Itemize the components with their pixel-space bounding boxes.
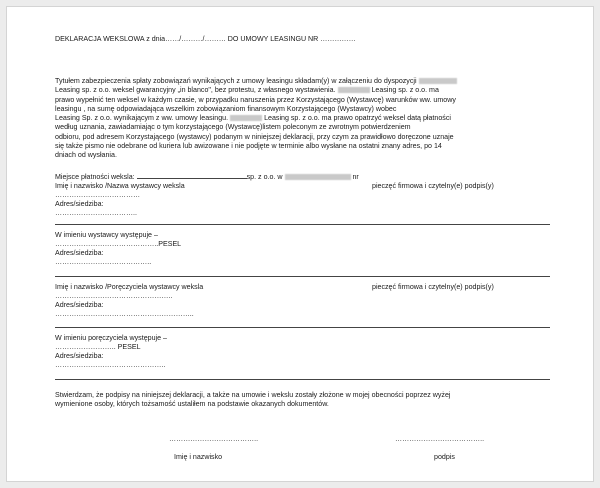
declaration-header: DEKLARACJA WEKSLOWA z dnia……/………/……… DO UMOWY LEASINGU NR …………… <box>55 35 356 43</box>
guarantor-rep-address-label: Adres/siedziba: <box>55 352 104 360</box>
witness-statement-line: wymienione osoby, których tożsamość ustaliłem na podstawie okazanych dokumentów. <box>55 400 329 408</box>
document-page <box>6 6 594 482</box>
paragraph-line: Leasing Sp. z o.o. wynikającym z ww. umowy leasingu. Leasing sp. z o.o. ma prawo opatrzyć weksel datą płatności <box>55 114 451 123</box>
guarantor-rep-address-dots: ……………………………………….. <box>55 361 166 369</box>
issuer-name-label: Imię i nazwisko /Nazwa wystawcy weksla <box>55 182 185 190</box>
redacted-text <box>419 78 457 84</box>
signature-dots: ……………………………….. <box>395 435 485 443</box>
issuer-rep-address-label: Adres/siedziba: <box>55 249 104 257</box>
issuer-address-dots: …………………………….. <box>55 209 137 217</box>
issuer-stamp-label: pieczęć firmowa i czytelny(e) podpis(y) <box>372 182 494 190</box>
signature-label: podpis <box>434 453 455 461</box>
guarantor-address-dots: ………………………………………………….. <box>55 310 194 318</box>
issuer-rep-address-dots: ………………………………….. <box>55 258 152 266</box>
redacted-text <box>338 87 370 93</box>
paragraph-line: według uznania, zawiadamiając o tym korzystającego (Wystawcę)listem poleconym ze zwrotnym potwierdzeniem <box>55 123 411 132</box>
guarantor-rep-label: W imieniu poręczyciela występuje – <box>55 334 167 342</box>
redacted-text <box>285 174 351 180</box>
name-signature-label: Imię i nazwisko <box>174 453 223 461</box>
paragraph-line: się także pismo nie odebrane od kuriera lub awizowane i nie podjęte w terminie albo wysłane na ostatni znany adres, po 14 <box>55 142 442 151</box>
witness-statement-line: Stwierdzam, że podpisy na niniejszej deklaracji, a także na umowie i wekslu zostały złożone w mojej obecności poprzez wyżej <box>55 391 451 399</box>
terms-paragraph <box>55 77 575 161</box>
issuer-rep-pesel: ……………………………………..PESEL <box>55 240 182 248</box>
paragraph-line: dniach od wysłania. <box>55 151 117 160</box>
issuer-name-dots: ……………………………… <box>55 191 141 199</box>
payment-place: Miejsce płatności weksla: sp. z o.o. w nr <box>55 173 359 181</box>
divider-line <box>55 379 550 380</box>
guarantor-address-label: Adres/siedziba: <box>55 301 104 309</box>
payment-place-field <box>137 178 247 179</box>
guarantor-stamp-label: pieczęć firmowa i czytelny(e) podpis(y) <box>372 283 494 291</box>
name-signature-dots: ……………………………….. <box>169 435 259 443</box>
paragraph-line: Leasing sp. z o.o. weksel gwarancyjny „in blanco", bez protestu, z własnego wystawienia. Leasing sp. z o.o. ma <box>55 86 439 95</box>
paragraph-line: prawo wypełnić ten weksel w każdym czasie, w przypadku naruszenia przez Korzystającego (Wystawcę) warunków ww. umowy <box>55 95 456 104</box>
issuer-rep-label: W imieniu wystawcy występuje – <box>55 231 158 239</box>
paragraph-line: leasingu , na sumę odpowiadająca wszelkim zobowiązaniom finansowym Korzystającego (Wystawcy) wobec <box>55 104 397 113</box>
divider-line <box>55 276 550 277</box>
redacted-text <box>230 115 262 121</box>
guarantor-rep-pesel: …………………….. PESEL <box>55 343 141 351</box>
divider-line <box>55 327 550 328</box>
paragraph-line: odbioru, pod adresem Korzystającego (wystawcy) podanym w niniejszej deklaracji, przy czym za prawidłowo doręczone uznaje <box>55 132 454 141</box>
issuer-address-label: Adres/siedziba: <box>55 200 104 208</box>
guarantor-name-dots: ………………………………………….. <box>55 292 173 300</box>
paragraph-line: Tytułem zabezpieczenia spłaty zobowiązań wynikających z umowy leasingu składam(y) w załączeniu do dyspozycji <box>55 77 575 86</box>
divider-line <box>55 224 550 225</box>
guarantor-name-label: Imię i nazwisko /Poręczyciela wystawcy weksla <box>55 283 204 291</box>
